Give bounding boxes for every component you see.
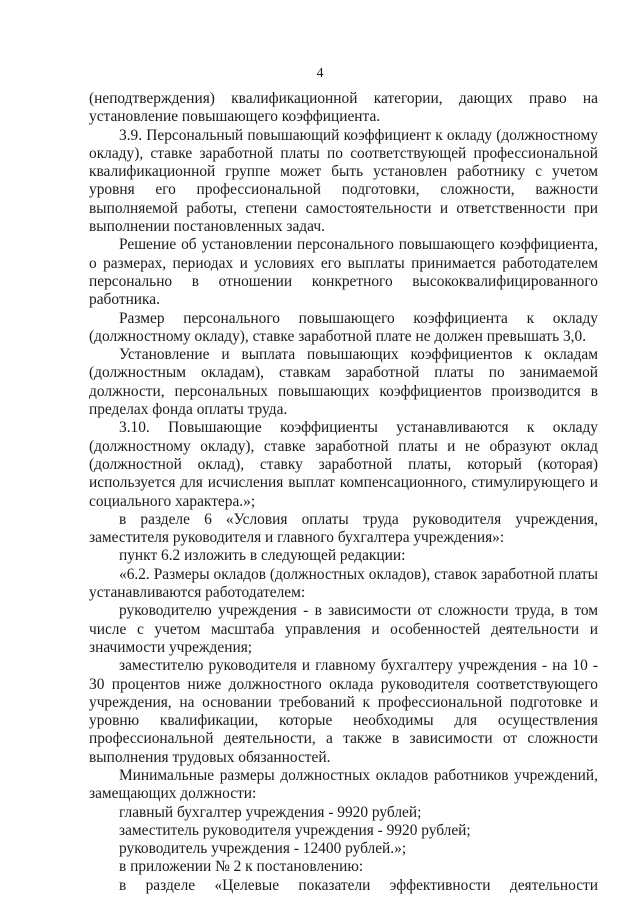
list-item-director: руководитель учреждения - 12400 рублей.»; xyxy=(119,840,407,858)
paragraph-director: руководителю учреждения - в зависимости от сложности труда, в том числе с учетом масштаба управления и особенностей деятельности и значимости учреждения; xyxy=(89,602,598,656)
list-item-deputy-director: заместитель руководителя учреждения - 9920 рублей; xyxy=(119,821,471,839)
paragraph-decision: Решение об установлении персонального повышающего коэффициента, о размерах, периодах и условиях его выплаты принимается работодателем персонально в отношении конкретного высококвалифицированного работника. xyxy=(89,236,598,309)
paragraph-appendix-2: в приложении № 2 к постановлению: xyxy=(119,858,364,876)
paragraph-coefficient-limit: Размер персонального повышающего коэффициента к окладу (должностному окладу), ставке заработной плате не должен превышать 3,0. xyxy=(89,309,598,345)
paragraph-6-2-text: «6.2. Размеры окладов (должностных окладов), ставок заработной платы устанавливаются работодателем: xyxy=(89,565,598,602)
list-item-chief-accountant: главный бухгалтер учреждения - 9920 рублей; xyxy=(119,803,422,821)
document-body xyxy=(89,90,598,895)
paragraph-continuation: (неподтверждения) квалификационной категории, дающих право на установление повышающего коэффициента. xyxy=(89,90,598,126)
paragraph-3-9: 3.9. Персональный повышающий коэффициент к окладу (должностному окладу), ставке заработной платы по соответствующей профессиональной квалификационной группе может быть установлен работнику с учетом уровня его профессиональной подготовки, сложности, важности выполняемой работы, степени самостоятельности и ответственности при выполнении постановленных задач. xyxy=(89,126,598,236)
paragraph-section-targets: в разделе «Целевые показатели эффективности деятельности xyxy=(119,876,598,894)
page-number: 4 xyxy=(316,66,324,81)
paragraph-minimum-salaries: Минимальные размеры должностных окладов работников учреждений, замещающих должности: xyxy=(89,766,598,803)
paragraph-section-6: в разделе 6 «Условия оплаты труда руководителя учреждения, заместителя руководителя и главного бухгалтера учреждения»: xyxy=(89,510,598,547)
paragraph-deputy: заместителю руководителя и главному бухгалтеру учреждения - на 10 - 30 процентов ниже должностного оклада руководителя соответствующего учреждения, на основании требований к профессиональной подготовке и уровню квалификации, которые необходимы для осуществления профессиональной деятельности, а также в зависимости от сложности выполнения трудовых обязанностей. xyxy=(89,657,598,766)
paragraph-payment-fund: Установление и выплата повышающих коэффициентов к окладам (должностным окладам), ставкам заработной платы по занимаемой должности, персональных повышающих коэффициентов производится в пределах фонда оплаты труда. xyxy=(89,346,598,419)
paragraph-3-10: 3.10. Повышающие коэффициенты устанавливаются к окладу (должностному окладу), ставке заработной платы и не образуют оклад (должностной оклад), ставку заработной платы, который (которая) используется для исчисления выплат компенсационного, стимулирующего и социального характера.»; xyxy=(89,419,598,510)
paragraph-item-6-2: пункт 6.2 изложить в следующей редакции: xyxy=(119,547,406,565)
